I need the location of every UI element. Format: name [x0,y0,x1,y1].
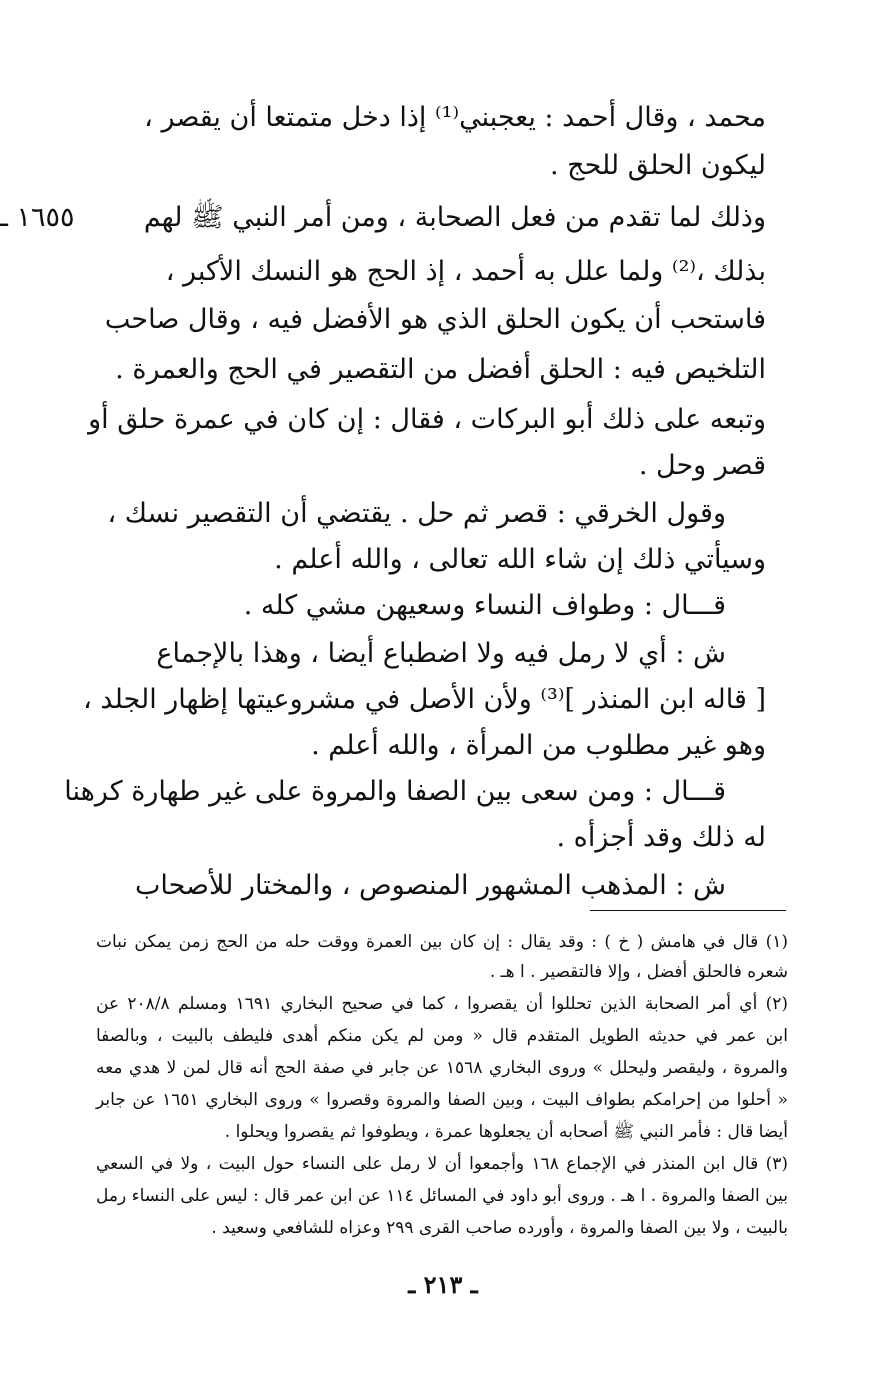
body-line-11: قـــال : وطواف النساء وسعيهن مشي كله . [243,590,726,621]
body-line-2: ليكون الحلق للحج . [549,150,766,181]
footnote-1-line-1: (١) قال في هامش ( خ ) : وقد يقال : إن كان بين العمرة ووقت حله من الحج زمن يمكن نبات [96,932,788,952]
body-line-8: قصر وحل . [638,450,766,481]
footnote-3-line-2: بين الصفا والمروة . ا هـ . وروى أبو داود في المسائل ١١٤ عن ابن عمر قال : ليس على النساء رمل [96,1186,788,1206]
footnote-2-line-1: (٢) أي أمر الصحابة الذين تحللوا أن يقصروا ، كما في صحيح البخاري ١٦٩١ ومسلم ٢٠٨/٨ عن [96,994,788,1014]
footnote-2-line-3: والمروة ، وليقصر وليحلل » وروى البخاري ١٥٦٨ عن جابر في صفة الحج أنه قال لمن لا هدي معه [96,1058,788,1078]
body-line-13: [ قاله ابن المنذر ]⁽³⁾ ولأن الأصل في مشروعيتها إظهار الجلد ، [83,684,766,715]
body-line-17: ش : المذهب المشهور المنصوص ، والمختار للأصحاب [134,870,726,901]
body-line-6: التلخيص فيه : الحلق أفضل من التقصير في الحج والعمرة . [115,354,766,385]
paragraph-number: ١٦٥٥ ـ [0,202,75,233]
body-line-3: وذلك لما تقدم من فعل الصحابة ، ومن أمر النبي ﷺ لهم [143,202,766,233]
body-line-12: ش : أي لا رمل فيه ولا اضطباع أيضا ، وهذا بالإجماع [156,638,726,669]
body-line-14: وهو غير مطلوب من المرأة ، والله أعلم . [311,730,766,761]
body-line-10: وسيأتي ذلك إن شاء الله تعالى ، والله أعلم . [274,544,766,575]
footnote-2-line-5: أيضا قال : فأمر النبي ﷺ أصحابه أن يجعلوها عمرة ، ويطوفوا ثم يقصروا ويحلوا . [224,1122,788,1142]
footnote-3-line-1: (٣) قال ابن المنذر في الإجماع ١٦٨ وأجمعوا أن لا رمل على النساء حول البيت ، ولا في السعي [96,1154,788,1174]
body-line-1: محمد ، وقال أحمد : يعجبني⁽¹⁾ إذا دخل متمتعا أن يقصر ، [144,102,766,133]
body-line-4: بذلك ،⁽²⁾ ولما علل به أحمد ، إذ الحج هو النسك الأكبر ، [165,256,766,287]
footnote-1-line-2: شعره فالحلق أفضل ، وإلا فالتقصير . ا هـ . [489,962,788,982]
footnote-2-line-4: « أحلوا من إحرامكم بطواف البيت ، وبين الصفا والمروة وقصروا » وروى البخاري ١٦٥١ عن جابر [96,1090,788,1110]
footnote-3-line-3: بالبيت ، ولا بين الصفا والمروة ، وأورده صاحب القرى ٢٩٩ وعزاه للشافعي وسعيد . [211,1218,788,1238]
footnote-2-line-2: ابن عمر في حديثه الطويل المتقدم قال « ومن لم يكن منكم أهدى فليطف بالبيت ، وبالصفا [96,1026,788,1046]
body-line-9: وقول الخرقي : قصر ثم حل . يقتضي أن التقصير نسك ، [107,498,726,529]
body-line-15: قـــال : ومن سعى بين الصفا والمروة على غير طهارة كرهنا [64,776,726,807]
body-line-7: وتبعه على ذلك أبو البركات ، فقال : إن كان في عمرة حلق أو [88,404,766,435]
page-number: ـ ٢١٣ ـ [408,1270,478,1299]
body-line-16: له ذلك وقد أجزأه . [556,822,766,853]
body-line-5: فاستحب أن يكون الحلق الذي هو الأفضل فيه ، وقال صاحب [104,304,766,335]
